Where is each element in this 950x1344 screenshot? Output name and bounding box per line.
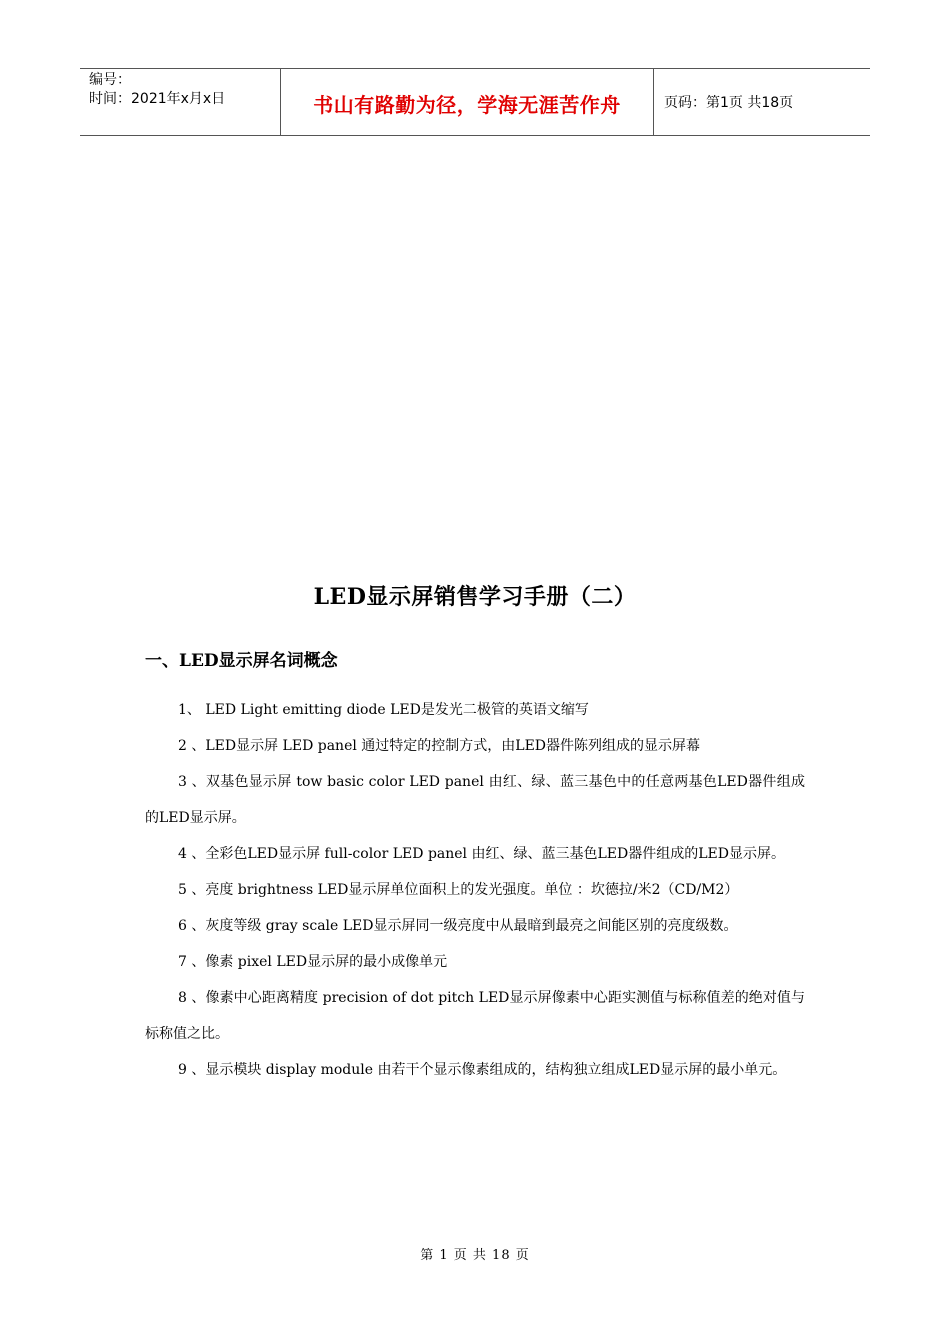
definition-item: 2 、LED显示屏 LED panel 通过特定的控制方式，由LED器件陈列组成的显示屏幕 <box>178 738 701 754</box>
definition-item: 6 、灰度等级 gray scale LED显示屏同一级亮度中从最暗到最亮之间能区别的亮度级数。 <box>178 918 738 934</box>
page-footer: 第 1 页 共 18 页 <box>420 1248 530 1263</box>
definition-item: 7 、像素 pixel LED显示屏的最小成像单元 <box>178 954 448 970</box>
header-meta <box>80 69 281 135</box>
definition-list <box>145 692 805 1088</box>
definition-item: 3 、双基色显示屏 tow basic color LED panel 由红、绿、蓝三基色中的任意两基色LED器件组成的LED显示屏。 <box>145 774 805 826</box>
header-motto: 书山有路勤为径，学海无涯苦作舟 <box>281 69 654 135</box>
definition-item: 1、 LED Light emitting diode LED是发光二极管的英语文缩写 <box>178 702 589 718</box>
page-header <box>80 68 870 136</box>
header-page-info: 页码：第1页 共18页 <box>664 95 794 111</box>
definition-item: 8 、像素中心距离精度 precision of dot pitch LED显示屏像素中心距实测值与标称值差的绝对值与标称值之比。 <box>145 990 805 1042</box>
definition-item: 4 、全彩色LED显示屏 full-color LED panel 由红、绿、蓝三基色LED器件组成的LED显示屏。 <box>178 846 785 862</box>
serial-label: 编号： <box>89 72 131 88</box>
definition-item: 9 、显示模块 display module 由若干个显示像素组成的，结构独立组成LED显示屏的最小单元。 <box>178 1062 787 1078</box>
time-label: 时间：2021年x月x日 <box>89 91 226 107</box>
section-heading: 一、LED显示屏名词概念 <box>145 651 338 671</box>
definition-item: 5 、亮度 brightness LED显示屏单位面积上的发光强度。单位 ：坎德拉/米2（CD/M2） <box>178 882 739 898</box>
document-title: LED显示屏销售学习手册（二） <box>313 584 637 610</box>
